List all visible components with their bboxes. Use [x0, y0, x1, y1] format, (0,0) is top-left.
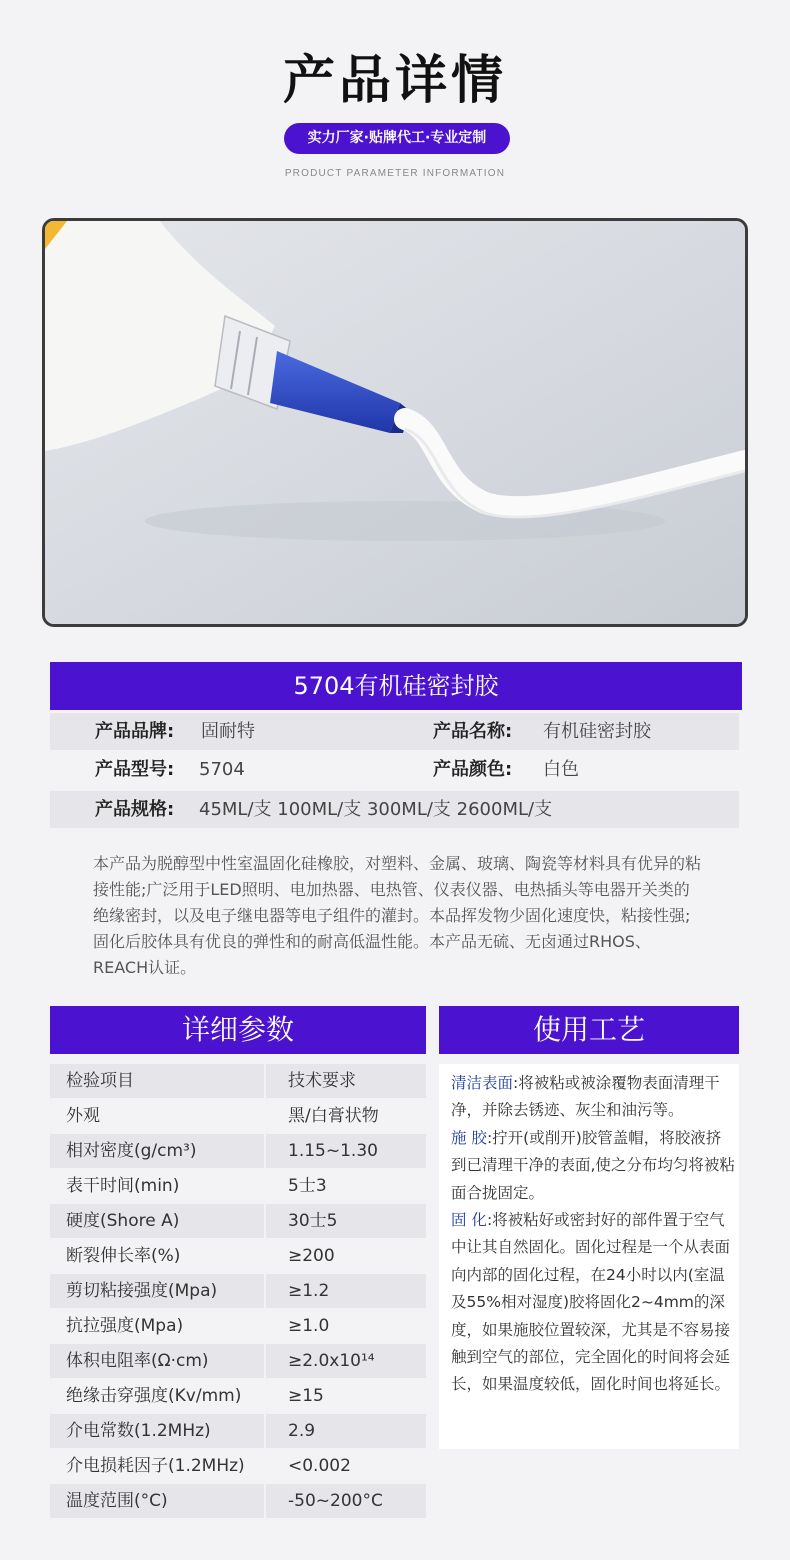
spec-row-model: [50, 751, 739, 788]
table-row: 外观 黑/白膏状物: [66, 1106, 379, 1126]
table-row: 抗拉强度(Mpa) ≥1.0: [66, 1316, 330, 1336]
page-subtitle: PRODUCT PARAMETER INFORMATION: [284, 168, 506, 179]
step-apply-text: :拧开(或削开)胶管盖帽，将胶液挤到已清理干净的表面,使之分布均匀将被粘面合拢固定。: [451, 1128, 735, 1202]
product-photo: [42, 218, 748, 627]
process-header: 使用工艺: [439, 1006, 739, 1054]
table-row: 表干时间(min) 5士3: [66, 1176, 327, 1196]
spec-label: 产品规格:: [95, 799, 175, 820]
table-row: 硬度(Shore A) 30士5: [50, 1204, 426, 1239]
params-header: 详细参数: [50, 1006, 426, 1054]
table-row: 体积电阻率(Ω·cm) ≥2.0x10¹⁴: [50, 1344, 426, 1379]
product-description: 本产品为脱醇型中性室温固化硅橡胶，对塑料、金属、玻璃、陶瓷等材料具有优异的粘接性能;广泛用于LED照明、电加热器、电热管、仪表仪器、电热插头等电器开关类的绝缘密封，以及电子继电器等电子组件的灌封。本品挥发物少固化速度快，粘接性强;固化后胶体具有优良的弹性和的耐高低温性能。本产品无硫、无卤通过RHOS、REACH认证。: [93, 854, 702, 977]
table-row: 断裂伸长率(%) ≥200: [66, 1246, 335, 1266]
table-row: 剪切粘接强度(Mpa) ≥1.2: [50, 1274, 426, 1309]
table-row: 相对密度(g/cm³) 1.15~1.30: [50, 1134, 426, 1169]
product-name-band: 5704有机硅密封胶: [50, 662, 742, 710]
tagline-badge: 实力厂家·贴牌代工·专业定制: [284, 123, 510, 154]
table-row: 绝缘击穿强度(Kv/mm) ≥15: [66, 1386, 324, 1406]
step-clean-key: 清洁表面: [451, 1074, 514, 1092]
model-value: 5704: [199, 759, 245, 780]
table-row: 介电损耗因子(1.2MHz) <0.002: [66, 1456, 351, 1476]
step-cure-text: :将被粘好或密封好的部件置于空气中让其自然固化。固化过程是一个从表面向内部的固化过程，在24小时以内(室温及55%相对湿度)胶将固化2~4mm的深度，如果施胶位置较深，尤其是不容易接触到空气的部位，完全固化的时间将会延长，如果温度较低，固化时间也将延长。: [451, 1211, 731, 1394]
spec-row-size: [50, 791, 739, 828]
model-label: 产品型号:: [95, 759, 175, 780]
step-cure-key: 固 化: [451, 1211, 487, 1230]
step-apply-key: 施 胶: [451, 1128, 487, 1147]
color-label: 产品颜色:: [433, 759, 513, 780]
table-row: 温度范围(°C) -50~200°C: [50, 1484, 426, 1519]
process-text: [439, 1064, 739, 1449]
table-row: 介电常数(1.2MHz) 2.9: [50, 1414, 426, 1449]
brand-label: 产品品牌:: [95, 721, 175, 742]
spec-row-brand: [50, 713, 739, 750]
spec-value: 45ML/支 100ML/支 300ML/支 2600ML/支: [199, 799, 553, 820]
sealant-bottle-illustration: [45, 221, 745, 624]
params-table: [50, 1064, 426, 1519]
name-label: 产品名称:: [433, 721, 513, 742]
name-value: 有机硅密封胶: [543, 721, 651, 742]
brand-value: 固耐特: [201, 721, 255, 742]
page-title: 产品详情: [282, 51, 507, 111]
table-row: 检验项目 技术要求: [50, 1064, 426, 1099]
step-clean-text: :将被粘或被涂覆物表面清理干净，并除去锈迹、灰尘和油污等。: [451, 1074, 720, 1120]
color-value: 白色: [543, 759, 579, 780]
